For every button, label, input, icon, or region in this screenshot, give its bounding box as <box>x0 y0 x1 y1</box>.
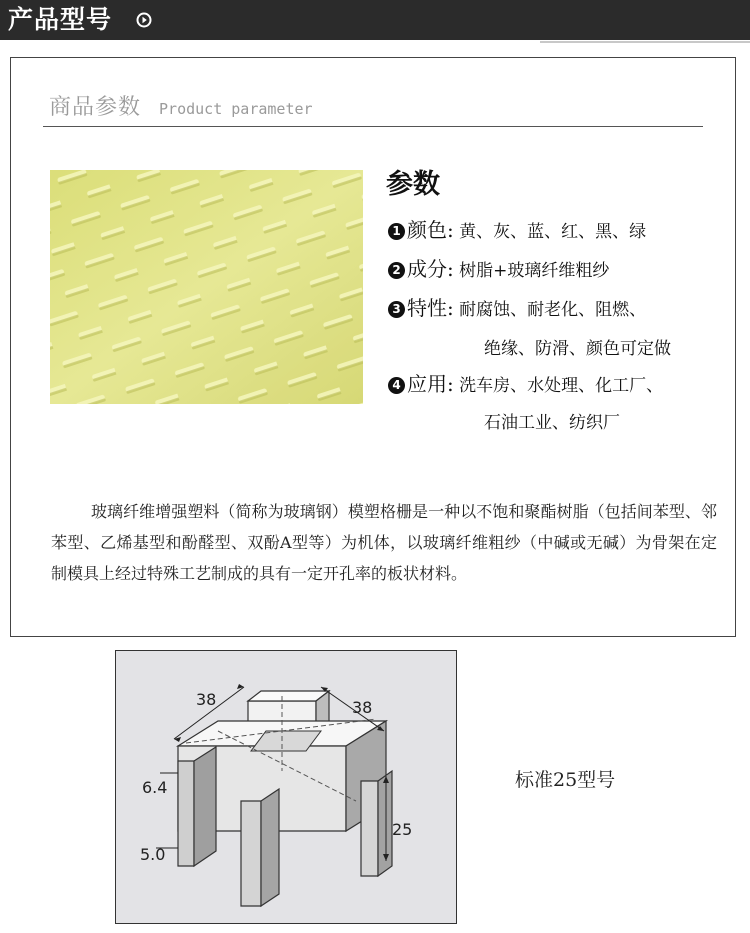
header-underline <box>540 41 750 43</box>
param-application-cont: 石油工业、纺织厂 <box>484 413 620 433</box>
param-key: 应用: <box>407 372 454 396</box>
grating-drawing <box>116 651 456 923</box>
dim-bottom-thickness: 5.0 <box>140 845 166 864</box>
grating-diagram <box>115 650 457 924</box>
product-photo <box>50 170 363 404</box>
model-label: 标准25型号 <box>515 769 616 791</box>
dim-width-right: 38 <box>352 698 373 717</box>
header-bar <box>0 0 750 40</box>
dim-height: 25 <box>392 820 413 839</box>
param-features-cont: 绝缘、防滑、颜色可定做 <box>484 339 671 359</box>
params-title: 参数 <box>386 169 440 200</box>
product-description: 玻璃纤维增强塑料（简称为玻璃钢）模塑格栅是一种以不饱和聚酯树脂（包括间苯型、邻苯型、乙烯基型和酚醛型、双酚A型等）为机体，以玻璃纤维粗纱（中碱或无碱）为骨架在定制模具上经过特殊工艺制成的具有一定开孔率的板状材料。 <box>51 502 717 583</box>
param-value: 树脂+玻璃纤维粗纱 <box>459 261 610 281</box>
number-4-icon: 4 <box>388 377 405 394</box>
dim-width-left: 38 <box>196 690 217 709</box>
param-value: 黄、灰、蓝、红、黑、绿 <box>459 222 647 242</box>
number-3-icon: 3 <box>388 301 405 318</box>
param-color <box>388 214 646 243</box>
param-features <box>388 292 646 321</box>
param-key: 成分: <box>407 257 454 281</box>
section-heading <box>49 90 313 121</box>
header-title: 产品型号 <box>8 5 113 34</box>
heading-divider <box>43 126 703 127</box>
param-application <box>388 368 663 397</box>
play-arrow-icon <box>136 12 152 28</box>
param-composition <box>388 253 609 282</box>
param-key: 特性: <box>407 296 454 320</box>
param-value: 耐腐蚀、耐老化、阻燃、 <box>459 300 647 320</box>
section-title-en: Product parameter <box>159 100 313 118</box>
number-1-icon: 1 <box>388 223 405 240</box>
product-parameter-box <box>10 57 736 637</box>
param-key: 颜色: <box>407 218 454 242</box>
param-value: 洗车房、水处理、化工厂、 <box>459 376 664 396</box>
number-2-icon: 2 <box>388 262 405 279</box>
section-title-cn: 商品参数 <box>49 95 142 120</box>
dim-top-thickness: 6.4 <box>142 778 168 797</box>
